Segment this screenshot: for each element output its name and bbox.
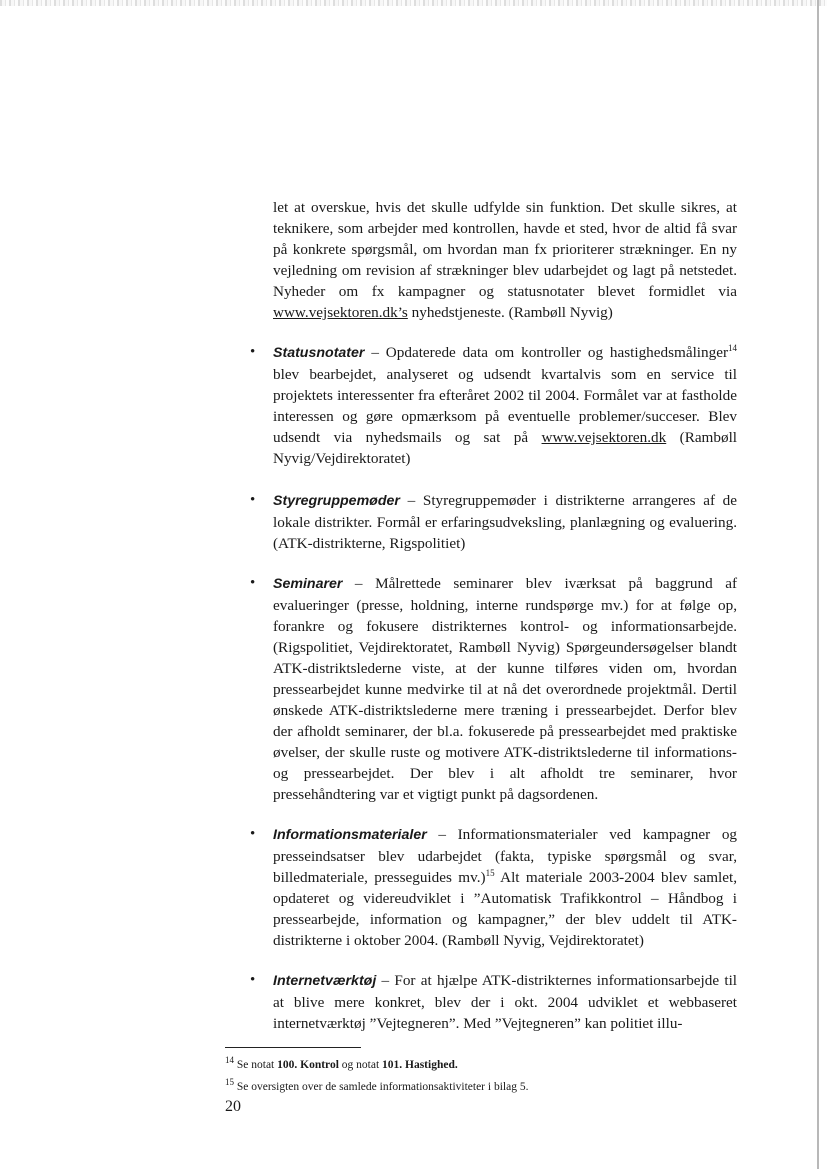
body-text	[250, 197, 738, 1034]
bullet-heading: Seminarer	[273, 576, 343, 592]
scan-artifact-right-edge	[817, 0, 819, 1169]
bullet-dot: •	[250, 344, 256, 360]
bullet-dot: •	[250, 575, 256, 591]
bullet-internetvaerktoj: • Internetværktøj – For at hjælpe ATK-distrikternes informationsarbejde til at blive mere konkret, blev der i okt. 2004 udviklet et webbaseret internetværktøj ”Vejtegneren”. Med ”Vejtegneren” kan politiet illu-	[250, 972, 738, 1032]
bullet-heading: Internetværktøj	[273, 973, 377, 989]
bullet-heading: Statusnotater	[273, 345, 365, 361]
bullet-statusnotater: • Statusnotater – Opdaterede data om kontroller og hastighedsmålinger$^{14}$ blev bearbejdet, analyseret og udsendt kvartalvis som en service til projektets interessenter fra efteråret 2002 til 2004. Formålet var at fastholde interessen og gøre opmærksom på eventuelle problemer/succeser. Blev udsendt via nyhedsmails og sat på www.vejsektoren.dk (Rambøll Nyvig/Vejdirektoratet)	[250, 342, 738, 467]
footnote-15: $^{15}$ Se oversigten over de samlede informationsaktiviteter i bilag 5.	[225, 1077, 529, 1093]
bullet-informationsmaterialer: • Informationsmaterialer – Informationsmaterialer ved kampagner og presseindsatser blev udarbejdet (fakta, typiske spørgsmål og svar, billedmateriale, presseguides mv.)$^{15}$ Alt materiale 2003-2004 blev samlet, opdateret og videreudviklet i ”Automatisk Trafikkontrol – Håndbog i pressearbejde, information og kampagner,” der blev uddelt til ATK-distrikterne i oktober 2004. (Rambøll Nyvig, Vejdirektoratet)	[250, 826, 738, 949]
footnote-separator	[225, 1047, 361, 1048]
bullet-heading: Informationsmaterialer	[273, 827, 427, 843]
vejsektoren-link[interactable]: www.vejsektoren.dk	[541, 429, 667, 446]
bullet-heading: Styregruppemøder	[273, 493, 400, 509]
bullet-styregruppemoder: • Styregruppemøder – Styregruppemøder i distrikterne arrangeres af de lokale distrikter. Formål er erfaringsudveksling, planlægning og evaluering. (ATK-distrikterne, Rigspolitiet)	[250, 492, 737, 552]
intro-paragraph: let at overskue, hvis det skulle udfylde sin funktion. Det skulle sikres, at teknikere, som arbejder med kontrollen, havde et sted, hvor de altid få svar på konkrete spørgsmål, om hvordan man fx prioriterer strækninger. En ny vejledning om revision af strækninger blev udarbejdet og lagt på netstedet. Nyheder om fx kampagner og statusnotater blevet formidlet via www.vejsektoren.dk’s nyhedstjeneste. (Rambøll Nyvig)	[273, 199, 737, 321]
page-number: 20	[225, 1098, 241, 1115]
footnote-14: $^{14}$ Se notat 100. Kontrol og notat 101. Hastighed.	[225, 1055, 458, 1071]
bullet-dot: •	[250, 826, 256, 842]
footnote-ref: 14	[728, 342, 738, 353]
vejsektoren-link[interactable]: www.vejsektoren.dk’s	[273, 304, 408, 321]
scan-artifact-top	[0, 0, 827, 6]
footnote-ref: 15	[485, 867, 495, 878]
bullet-dot: •	[250, 492, 256, 508]
bullet-dot: •	[250, 972, 256, 988]
bullet-seminarer: • Seminarer – Målrettede seminarer blev iværksat på baggrund af evalueringer (presse, holdning, interne rundspørge mv.) for at følge op, forankre og fokusere distrikternes kontrol- og informationsarbejde. (Rigspolitiet, Vejdirektoratet, Rambøll Nyvig) Spørgeundersøgelser blandt ATK-distriktslederne viste, at der kunne tilføres viden om, hvordan pressearbejdet kunne medvirke til at nå det overordnede projektmål. Dertil ønskede ATK-distriktslederne mere træning i pressearbejdet. Derfor blev der afholdt seminarer, der bl.a. fokuserede på pressearbejdet med praktiske øvelser, der skulle ruste og motivere ATK-distriktslederne til informations- og pressearbejdet. Der blev i alt afholdt tre seminarer, hvor pressehåndtering var et vigtigt punkt på dagsordenen.	[250, 575, 737, 803]
